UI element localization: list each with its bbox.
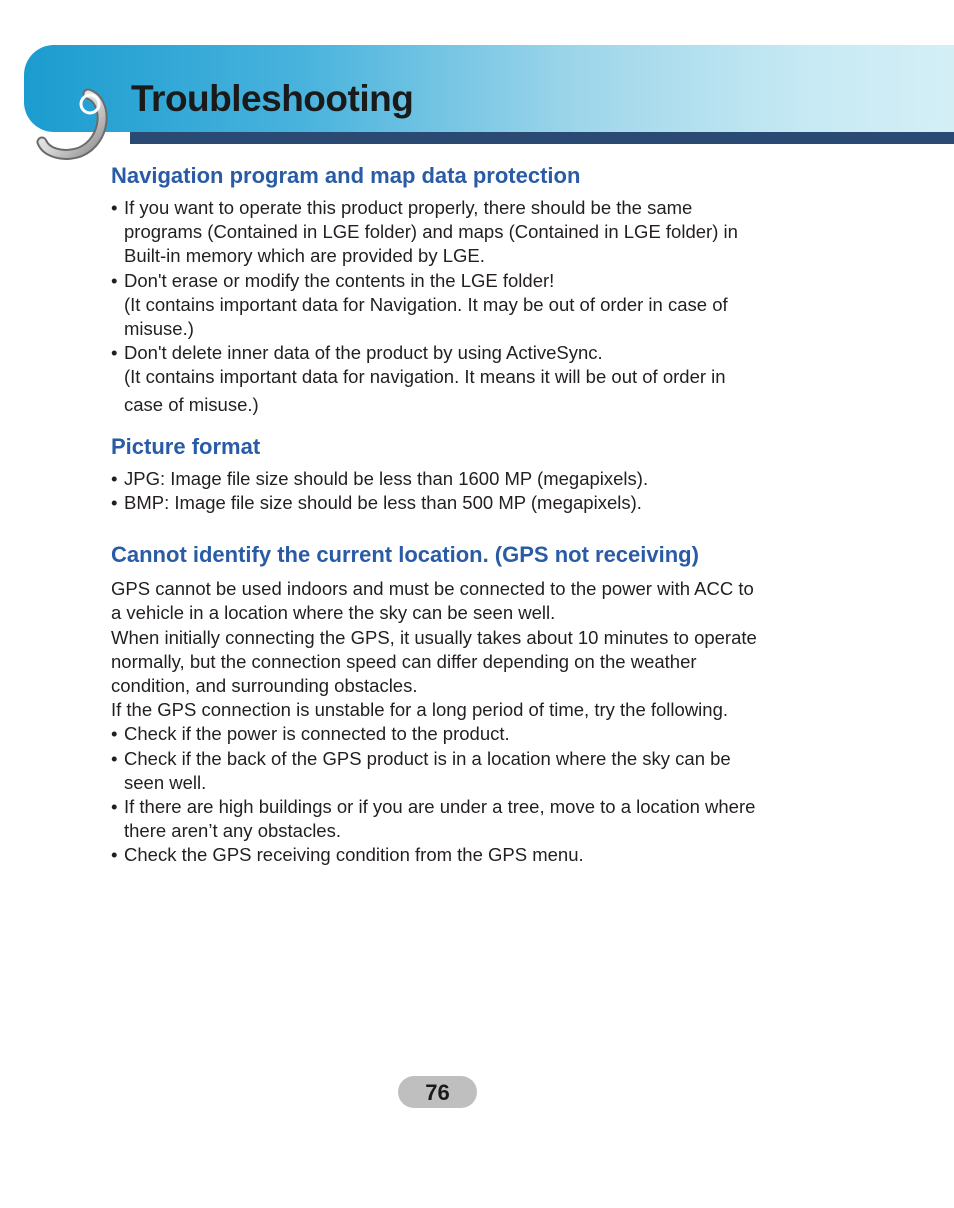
line-text: • BMP: Image file size should be less than 500 MP (megapixels). (124, 492, 642, 514)
section-heading: Picture format (111, 433, 261, 459)
paragraph (111, 577, 831, 625)
line-text: • Don't delete inner data of the product by using ActiveSync. (124, 342, 603, 364)
line-text: (It contains important data for Navigation. It may be out of order in case of (124, 293, 728, 315)
line-text: If the GPS connection is unstable for a long period of time, try the following. (111, 699, 729, 721)
line-text: a vehicle in a location where the sky can be seen well. (111, 602, 556, 624)
page-number-badge: 76 (398, 1076, 477, 1108)
line-text: misuse.) (124, 318, 194, 340)
line-text: Built-in memory which are provided by LGE. (124, 245, 485, 267)
line-text: case of misuse.) (124, 393, 259, 415)
paragraph (111, 626, 831, 699)
line-text: • JPG: Image file size should be less than 1600 MP (megapixels). (124, 467, 649, 489)
line-text: condition, and surrounding obstacles. (111, 675, 418, 697)
gps-paragraphs (111, 577, 831, 722)
bullet-list (111, 467, 831, 515)
line-text: • Check if the back of the GPS product is in a location where the sky can be (124, 747, 731, 769)
section-picture-format (111, 433, 831, 515)
line-text: • Check if the power is connected to the product. (124, 723, 510, 745)
section-heading: Navigation program and map data protection (111, 163, 581, 188)
list-item (111, 196, 831, 269)
section-gps-not-receiving (111, 541, 831, 867)
header-rule (130, 132, 954, 144)
line-text: • Don't erase or modify the contents in the LGE folder! (124, 269, 555, 291)
list-item (111, 722, 831, 746)
line-text: programs (Contained in LGE folder) and maps (Contained in LGE folder) in (124, 221, 738, 243)
bullet-list (111, 722, 831, 867)
list-item (111, 491, 831, 515)
line-text: • If you want to operate this product properly, there should be the same (124, 197, 693, 218)
paragraph (111, 698, 831, 722)
line-text: • Check the GPS receiving condition from the GPS menu. (124, 844, 584, 866)
page-title: Troubleshooting (131, 78, 414, 119)
line-text: GPS cannot be used indoors and must be connected to the power with ACC to (111, 578, 754, 600)
line-text: (It contains important data for navigation. It means it will be out of order in (124, 366, 726, 388)
section-navigation-protection (111, 162, 831, 417)
line-text: seen well. (124, 771, 207, 793)
list-item (111, 795, 831, 843)
section-heading: Cannot identify the current location. (GPS not receiving) (111, 542, 699, 568)
list-item (111, 747, 831, 795)
list-item (111, 467, 831, 491)
ring-binder-icon (36, 80, 116, 160)
content-area (111, 162, 831, 868)
line-text: • If there are high buildings or if you are under a tree, move to a location where (124, 796, 756, 818)
line-text: When initially connecting the GPS, it usually takes about 10 minutes to operate (111, 626, 757, 648)
list-item (111, 843, 831, 867)
list-item (111, 269, 831, 342)
list-item (111, 341, 831, 417)
line-text: normally, but the connection speed can differ depending on the weather (111, 650, 697, 672)
bullet-list (111, 196, 831, 417)
line-text: there aren’t any obstacles. (124, 820, 341, 842)
